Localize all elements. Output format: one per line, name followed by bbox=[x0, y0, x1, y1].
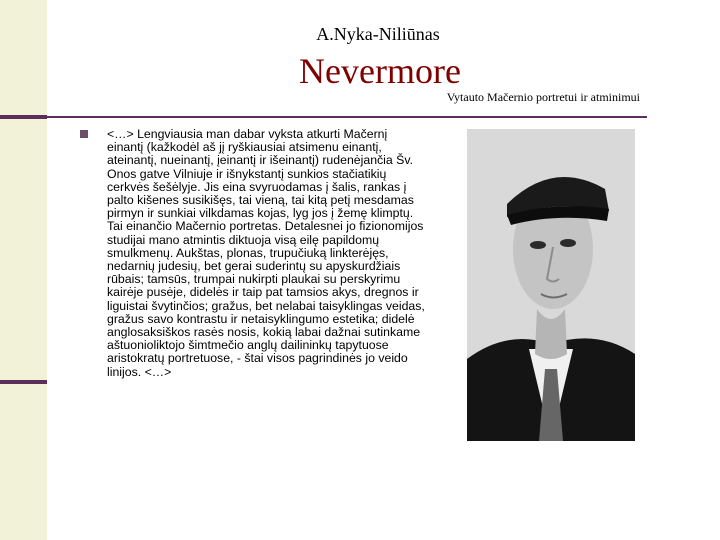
slide-title: Nevermore bbox=[299, 51, 461, 91]
accent-bar-top bbox=[0, 115, 47, 119]
left-decorative-band bbox=[0, 0, 47, 540]
right-eye bbox=[560, 239, 576, 247]
left-eye bbox=[530, 241, 546, 249]
accent-bar-bottom bbox=[0, 380, 47, 384]
portrait-photo bbox=[467, 129, 635, 441]
bullet-square bbox=[80, 130, 88, 138]
author-name: A.Nyka-Niliūnas bbox=[316, 24, 440, 44]
body-text: <…> Lengviausia man dabar vyksta atkurti Mačernį einantį (kažkodėl aš jį ryškiausiai atsimenu einantį, ateinantį, nueinantį, įeinantį ir išeinantį) rudenėjančia Šv. Onos gatve Vilniuje ir išnykstantį sunkios stačiatikių cerkvės šešėlyje. Jis eina svyruodamas į šalis, rankas į palto kišenes susikišęs, tai vieną, tai kitą petį mesdamas pirmyn ir sunkiai vilkdamas kojas, lyg jos į žemę klimptų. Tai einančio Mačernio portretas. Detalesnei jo fizionomijos studijai mano atmintis diktuoja visą eilę papildomų smulkmenų. Aukštas, plonas, trupučiuką linkterėjęs, nedarnių judesių, bet gerai suderintų su apyskurdžiais rūbais; tamsūs, trumpai nukirpti plaukai su perskyrimu kairėje pusėje, didelės ir taip pat tamsios akys, dregnos ir liguistai švytinčios; gražus, bet nelabai taisyklingas veidas, gražus savo kontrastu ir netaisyklingumo estetika; didelė anglosaksiškos rasės nosis, kokią labai dažnai sutinkame aštuonioliktojo šimtmečio anglų dailininkų tapytuose aristokratų portretuose, - štai visos pagrindinės jo veido linijos. <…> bbox=[107, 127, 425, 379]
slide-subtitle: Vytauto Mačernio portretui ir atminimui bbox=[446, 90, 640, 104]
title-divider-line bbox=[47, 116, 647, 118]
